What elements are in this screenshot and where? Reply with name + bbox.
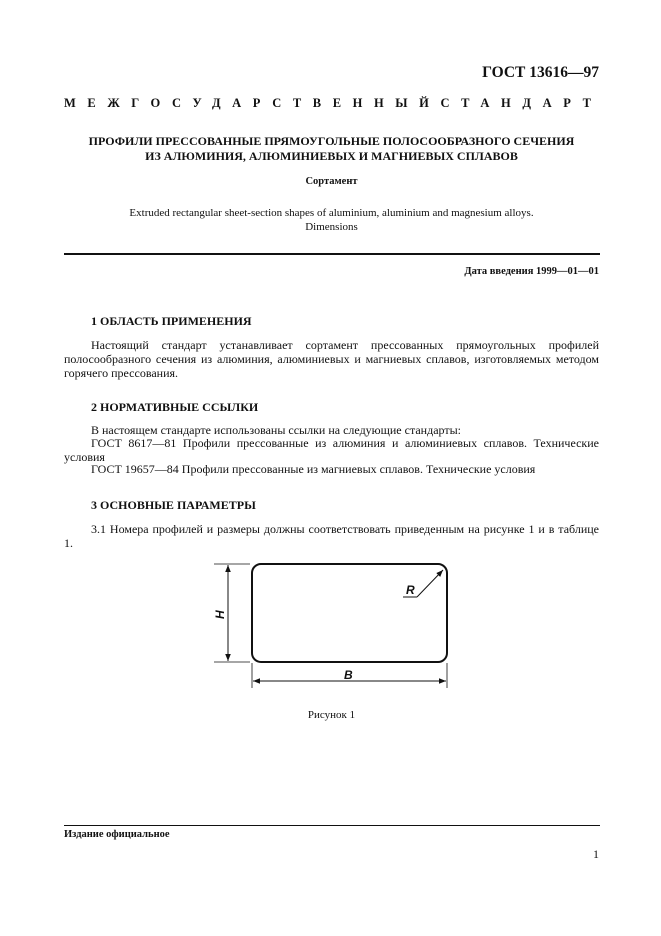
- height-label: H: [213, 610, 227, 619]
- banner-word-interstate: МЕЖГОСУДАРСТВЕННЫЙ: [64, 96, 441, 110]
- title-line-2: ИЗ АЛЮМИНИЯ, АЛЮМИНИЕВЫХ И МАГНИЕВЫХ СПЛАВОВ: [145, 149, 518, 163]
- standard-code: ГОСТ 13616—97: [482, 64, 599, 81]
- radius-label: R: [406, 583, 415, 597]
- section-2-intro: В настоящем стандарте использованы ссылки на следующие стандарты:: [91, 423, 462, 437]
- section-3-text: 3.1 Номера профилей и размеры должны соответствовать приведенным на рисунке 1 и в таблице 1.: [64, 522, 599, 550]
- english-title: [64, 206, 599, 234]
- page-number: 1: [593, 847, 599, 861]
- section-3-heading: 3 ОСНОВНЫЕ ПАРАМЕТРЫ: [91, 498, 256, 512]
- title-line-1: ПРОФИЛИ ПРЕССОВАННЫЕ ПРЯМОУГОЛЬНЫЕ ПОЛОСООБРАЗНОГО СЕЧЕНИЯ: [88, 134, 575, 148]
- edition-note: Издание официальное: [64, 829, 170, 840]
- section-2-reference-2: ГОСТ 19657—84 Профили прессованные из магниевых сплавов. Технические условия: [91, 462, 536, 476]
- radius-leader-line: [417, 570, 443, 597]
- header-divider: [64, 253, 600, 255]
- footer-divider: [64, 825, 600, 826]
- figure-1-profile-drawing: [200, 555, 470, 695]
- figure-1-caption: Рисунок 1: [307, 709, 356, 721]
- section-2-heading: 2 НОРМАТИВНЫЕ ССЫЛКИ: [91, 400, 259, 414]
- width-label: B: [344, 668, 353, 682]
- english-title-line-2: Dimensions: [305, 221, 358, 233]
- section-1-heading: 1 ОБЛАСТЬ ПРИМЕНЕНИЯ: [91, 314, 252, 328]
- section-2-reference-1: ГОСТ 8617—81 Профили прессованные из алюминия и алюминиевых сплавов. Технические условия: [64, 436, 599, 464]
- profile-cross-section: [252, 564, 447, 662]
- document-subtitle: Сортамент: [305, 176, 358, 187]
- introduction-date: Дата введения 1999—01—01: [464, 266, 599, 277]
- document-title: [64, 134, 599, 164]
- english-title-line-1: Extruded rectangular sheet-section shapes of aluminium, aluminium and magnesium alloys.: [129, 207, 534, 219]
- section-1-text: Настоящий стандарт устанавливает сортамент прессованных прямоугольных профилей полосообразного сечения из алюминия, алюминиевых и магниевых сплавов, изготовляемых методом горячего прессования.: [64, 338, 599, 380]
- banner-word-standard: СТАНДАРТ: [440, 96, 603, 110]
- standard-type-banner: [64, 96, 603, 111]
